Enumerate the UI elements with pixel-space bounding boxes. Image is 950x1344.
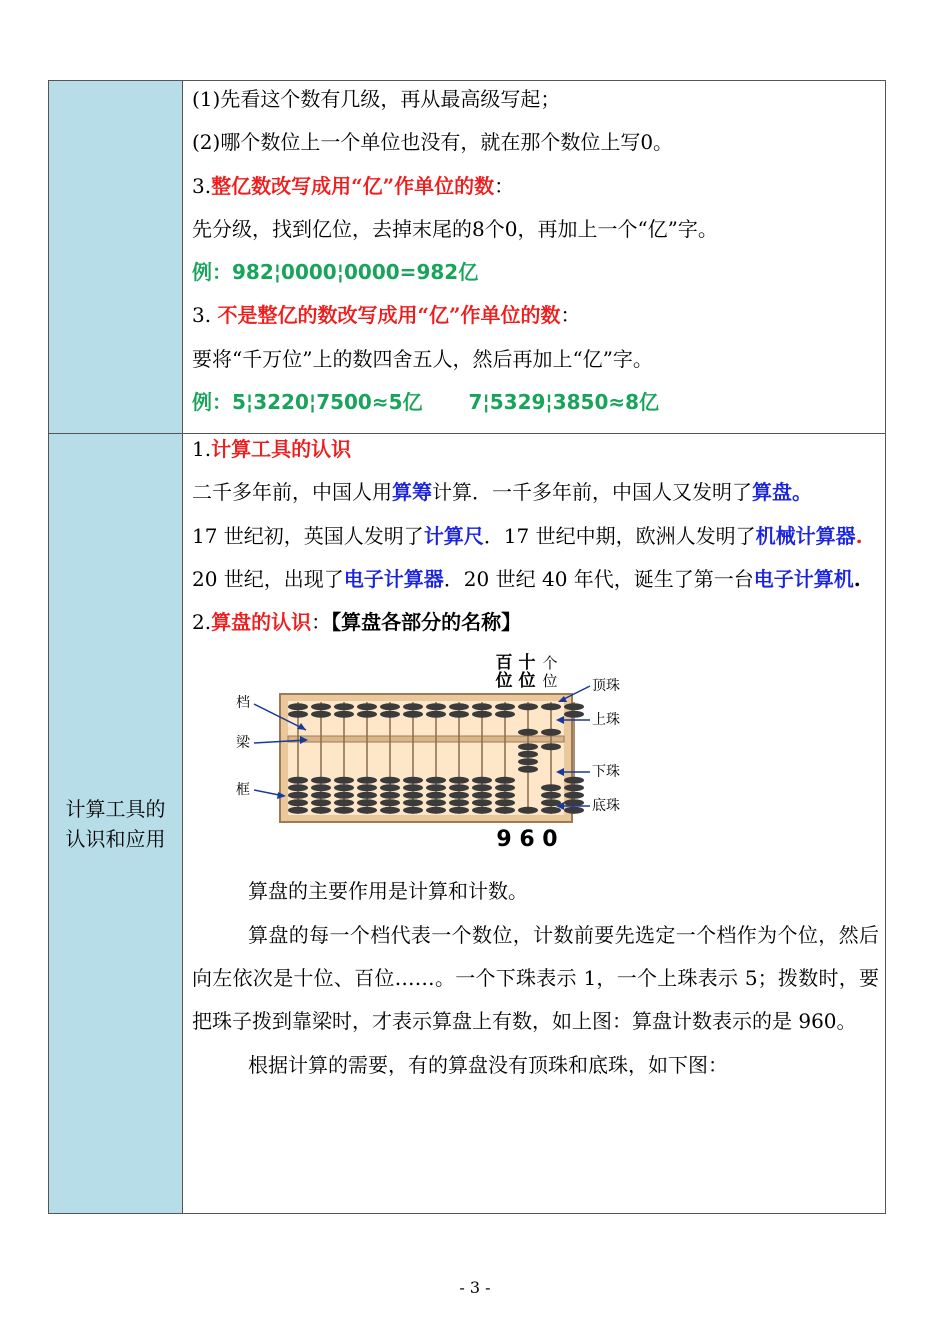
history-p2: 17 世纪初，英国人发明了计算尺．17 世纪中期，欧洲人发明了机械计算器.	[192, 523, 863, 548]
upper-bead	[518, 729, 538, 736]
lower-bead	[564, 785, 584, 792]
heading-abacus: 2.算盘的认识：【算盘各部分的名称】	[192, 610, 522, 635]
upper-bead	[311, 704, 331, 711]
label-lower-bead: 下珠	[592, 764, 620, 781]
method-whole-yi: 先分级，找到亿位，去掉末尾的8个0，再加上一个“亿”字。	[192, 216, 718, 241]
lower-bead	[449, 792, 469, 799]
lower-bead	[426, 785, 446, 792]
example-whole-yi: 例：982¦0000¦0000=982亿	[192, 260, 479, 285]
upper-bead	[357, 711, 377, 718]
example-nonwhole-yi: 例：5¦3220¦7500≈5亿 7¦5329¦3850≈8亿	[192, 390, 660, 415]
lower-bead	[403, 785, 423, 792]
abacus-number: 9 6 0	[496, 827, 558, 853]
content-table	[48, 80, 886, 1214]
upper-bead	[334, 711, 354, 718]
upper-bead	[357, 704, 377, 711]
upper-bead	[426, 704, 446, 711]
upper-bead	[449, 704, 469, 711]
lower-bead	[288, 777, 308, 784]
lower-bead	[495, 785, 515, 792]
lower-bead	[334, 807, 354, 814]
upper-bead	[472, 711, 492, 718]
lower-bead	[472, 785, 492, 792]
method-nonwhole-yi: 要将“千万位”上的数四舍五人，然后再加上“亿”字。	[192, 346, 653, 371]
lower-bead	[449, 807, 469, 814]
lower-bead	[403, 800, 423, 807]
lower-bead	[518, 744, 538, 751]
place-label-hundreds: 百	[495, 653, 513, 674]
lower-bead	[380, 792, 400, 799]
abacus-diagram	[226, 644, 646, 870]
lower-bead	[495, 792, 515, 799]
lower-bead	[564, 792, 584, 799]
upper-bead	[288, 711, 308, 718]
lower-bead	[541, 792, 561, 799]
heading-nonwhole-yi-title: 不是整亿的数改写成用“亿”作单位的数	[217, 303, 561, 328]
lower-bead	[495, 800, 515, 807]
upper-bead	[380, 704, 400, 711]
lower-bead	[541, 785, 561, 792]
upper-bead	[311, 711, 331, 718]
lower-bead	[311, 800, 331, 807]
lower-bead	[449, 785, 469, 792]
row-content	[183, 81, 885, 433]
lower-bead	[380, 777, 400, 784]
table-row	[49, 434, 885, 1213]
lower-bead	[288, 785, 308, 792]
lower-bead	[357, 792, 377, 799]
lower-bead	[311, 807, 331, 814]
lower-bead	[311, 785, 331, 792]
lower-bead	[380, 785, 400, 792]
lower-bead	[357, 785, 377, 792]
upper-bead	[518, 704, 538, 711]
upper-bead	[472, 704, 492, 711]
lower-bead	[380, 807, 400, 814]
lower-bead	[334, 800, 354, 807]
upper-bead	[288, 704, 308, 711]
abacus-purpose: 算盘的主要作用是计算和计数。	[248, 879, 528, 904]
lower-bead	[426, 792, 446, 799]
lower-bead	[449, 800, 469, 807]
lower-bead	[403, 807, 423, 814]
upper-bead	[380, 711, 400, 718]
lower-bead	[357, 777, 377, 784]
label-bottom-bead: 底珠	[592, 798, 620, 815]
heading-whole-yi: 3.整亿数改写成用“亿”作单位的数：	[192, 173, 515, 198]
heading-whole-yi-title: 整亿数改写成用“亿”作单位的数	[211, 173, 495, 198]
abacus-figure	[192, 644, 879, 870]
lower-bead	[449, 777, 469, 784]
lower-bead	[541, 744, 561, 751]
place-suffix-ones: 位	[542, 672, 558, 691]
abacus-beam	[288, 736, 564, 742]
label-top-bead: 顶珠	[592, 678, 620, 695]
lower-bead	[380, 800, 400, 807]
lower-bead	[518, 766, 538, 773]
table-row	[49, 81, 885, 434]
history-p1: 二千多年前，中国人用算筹计算．一千多年前，中国人又发明了算盘。	[192, 480, 812, 505]
lower-bead	[564, 777, 584, 784]
lower-bead	[357, 800, 377, 807]
lower-bead	[564, 807, 584, 814]
rule-1: (1)先看这个数有几级，再从最高级写起；	[192, 87, 561, 111]
upper-bead	[403, 704, 423, 711]
place-suffix-tens: 位	[518, 671, 536, 692]
lower-bead	[495, 777, 515, 784]
lower-bead	[311, 777, 331, 784]
lower-bead	[472, 800, 492, 807]
upper-bead	[541, 729, 561, 736]
row-header-empty	[49, 81, 183, 433]
history-p3: 20 世纪，出现了电子计算器．20 世纪 40 年代，诞生了第一台电子计算机.	[192, 566, 861, 591]
lower-bead	[334, 785, 354, 792]
upper-bead	[426, 711, 446, 718]
rule-2: (2)哪个数位上一个单位也没有，就在那个数位上写0。	[192, 130, 674, 155]
row-content	[183, 434, 885, 1213]
upper-bead	[564, 711, 584, 718]
lower-bead	[518, 751, 538, 758]
upper-bead	[495, 711, 515, 718]
upper-bead	[495, 704, 515, 711]
page-number: - 3 -	[459, 1278, 491, 1297]
upper-bead	[564, 704, 584, 711]
upper-bead	[403, 711, 423, 718]
lower-bead	[472, 777, 492, 784]
place-label-ones: 个	[542, 654, 558, 673]
lower-bead	[426, 777, 446, 784]
lower-bead	[403, 792, 423, 799]
lower-bead	[357, 807, 377, 814]
upper-bead	[541, 704, 561, 711]
lower-bead	[288, 792, 308, 799]
lower-bead	[564, 800, 584, 807]
place-label-tens: 十	[518, 653, 536, 674]
place-suffix-hundreds: 位	[495, 671, 513, 692]
heading-nonwhole-yi: 3. 不是整亿的数改写成用“亿”作单位的数：	[192, 303, 581, 328]
lower-bead	[403, 777, 423, 784]
lower-bead	[426, 807, 446, 814]
lower-bead	[311, 792, 331, 799]
lower-bead	[334, 777, 354, 784]
label-upper-bead: 上珠	[592, 712, 620, 729]
row-header-calc-tools: 计算工具的 认识和应用	[49, 434, 183, 1213]
upper-bead	[449, 711, 469, 718]
lower-bead	[334, 792, 354, 799]
lower-bead	[472, 792, 492, 799]
label-beam: 梁	[236, 735, 250, 752]
lower-bead	[518, 759, 538, 766]
abacus-variant-note: 根据计算的需要，有的算盘没有顶珠和底珠，如下图：	[248, 1052, 728, 1077]
heading-tools: 1.计算工具的认识	[192, 437, 352, 461]
abacus-explanation: 算盘的每一个档代表一个数位，计数前要先选定一个档作为个位，然后向左依次是十位、百位……。一个下珠表示 1，一个上珠表示 5；拨数时，要把珠子拨到靠梁时，才表示算盘上有数，如上图：算盘计数表示的是 960。	[192, 922, 879, 1034]
lower-bead	[288, 800, 308, 807]
lower-bead	[288, 807, 308, 814]
label-rod: 档	[236, 695, 250, 712]
lower-bead	[518, 807, 538, 814]
lower-bead	[472, 807, 492, 814]
upper-bead	[334, 704, 354, 711]
lower-bead	[541, 807, 561, 814]
lower-bead	[495, 807, 515, 814]
lower-bead	[426, 800, 446, 807]
label-frame: 框	[236, 782, 250, 799]
